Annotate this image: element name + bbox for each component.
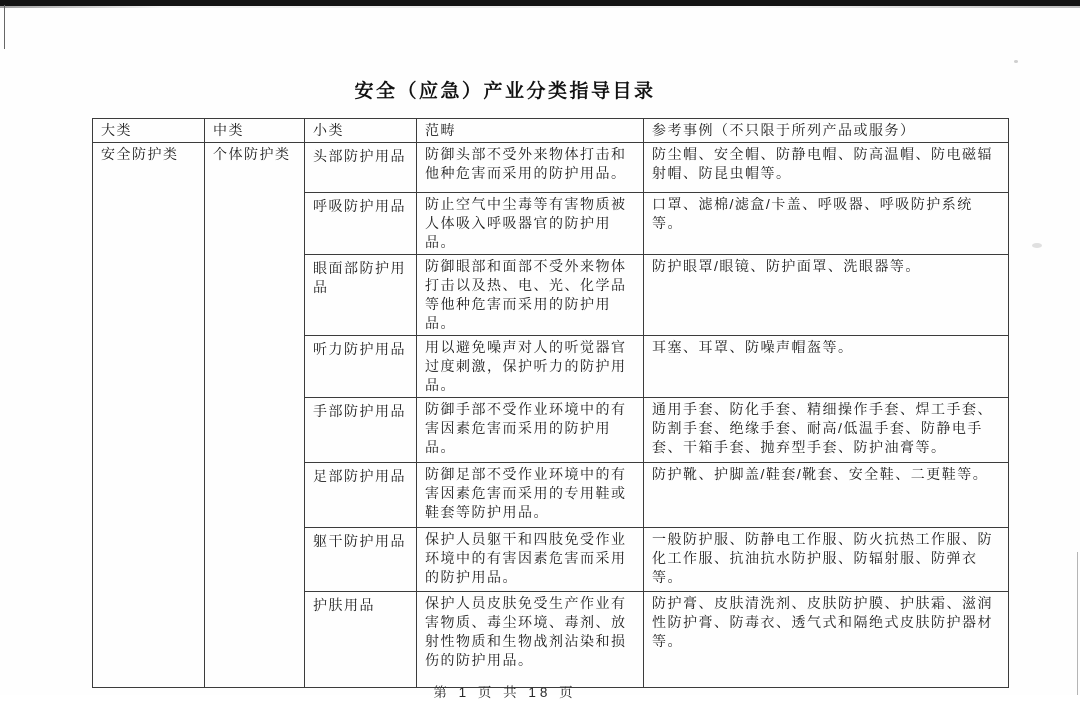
examples-cell: 耳塞、耳罩、防噪声帽盔等。 [644, 336, 1009, 398]
major-category-cell: 安全防护类 [93, 143, 205, 688]
column-header-middle-category: 中类 [205, 119, 305, 143]
scope-cell: 防御足部不受作业环境中的有害因素危害而采用的专用鞋或鞋套等防护用品。 [417, 463, 644, 528]
sub-category-cell: 足部防护用品 [305, 463, 417, 528]
scope-cell: 防止空气中尘毒等有害物质被人体吸入呼吸器官的防护用品。 [417, 193, 644, 255]
column-header-scope: 范畴 [417, 119, 644, 143]
table-row [93, 143, 1009, 193]
scope-cell: 防御手部不受作业环境中的有害因素危害而采用的防护用品。 [417, 398, 644, 463]
middle-category-cell: 个体防护类 [205, 143, 305, 688]
sub-category-cell: 手部防护用品 [305, 398, 417, 463]
examples-cell: 通用手套、防化手套、精细操作手套、焊工手套、防割手套、绝缘手套、耐高/低温手套、防静电手套、干箱手套、抛弃型手套、防护油膏等。 [644, 398, 1009, 463]
column-header-sub-category: 小类 [305, 119, 417, 143]
scope-cell: 防御头部不受外来物体打击和他种危害而采用的防护用品。 [417, 143, 644, 193]
examples-cell: 防尘帽、安全帽、防静电帽、防高温帽、防电磁辐射帽、防昆虫帽等。 [644, 143, 1009, 193]
sub-category-cell: 听力防护用品 [305, 336, 417, 398]
page-title: 安全（应急）产业分类指导目录 [354, 81, 656, 102]
sub-category-cell: 呼吸防护用品 [305, 193, 417, 255]
sub-category-cell: 眼面部防护用品 [305, 255, 417, 336]
sub-category-cell: 头部防护用品 [305, 143, 417, 193]
scan-artifact-speck [1032, 243, 1042, 248]
scope-cell: 防御眼部和面部不受外来物体打击以及热、电、光、化学品等他种危害而采用的防护用品。 [417, 255, 644, 336]
sub-category-cell: 躯干防护用品 [305, 528, 417, 592]
scope-cell: 保护人员皮肤免受生产作业有害物质、毒尘环境、毒剂、放射性物质和生物战剂沾染和损伤的防护用品。 [417, 592, 644, 688]
column-header-major-category: 大类 [93, 119, 205, 143]
examples-cell: 一般防护服、防静电工作服、防火抗热工作服、防化工作服、抗油抗水防护服、防辐射服、防弹衣等。 [644, 528, 1009, 592]
classification-table [92, 118, 1009, 688]
page-number: 第 1 页 共 18 页 [433, 685, 577, 700]
examples-cell: 防护眼罩/眼镜、防护面罩、洗眼器等。 [644, 255, 1009, 336]
scan-artifact-speck [1014, 60, 1018, 63]
scope-cell: 用以避免噪声对人的听觉器官过度刺激，保护听力的防护用品。 [417, 336, 644, 398]
scope-cell: 保护人员躯干和四肢免受作业环境中的有害因素危害而采用的防护用品。 [417, 528, 644, 592]
sub-category-cell: 护肤用品 [305, 592, 417, 688]
scan-artifact-top-shadow [0, 6, 1080, 8]
examples-cell: 口罩、滤棉/滤盒/卡盖、呼吸器、呼吸防护系统等。 [644, 193, 1009, 255]
examples-cell: 防护膏、皮肤清洗剂、皮肤防护膜、护肤霜、滋润性防护膏、防毒衣、透气式和隔绝式皮肤防护器材等。 [644, 592, 1009, 688]
scan-artifact-right-edge [1077, 552, 1078, 695]
examples-cell: 防护靴、护脚盖/鞋套/靴套、安全鞋、二更鞋等。 [644, 463, 1009, 528]
scan-artifact-left-tick [4, 5, 5, 49]
table-header-row [93, 119, 1009, 143]
column-header-examples: 参考事例（不只限于所列产品或服务） [644, 119, 1009, 143]
